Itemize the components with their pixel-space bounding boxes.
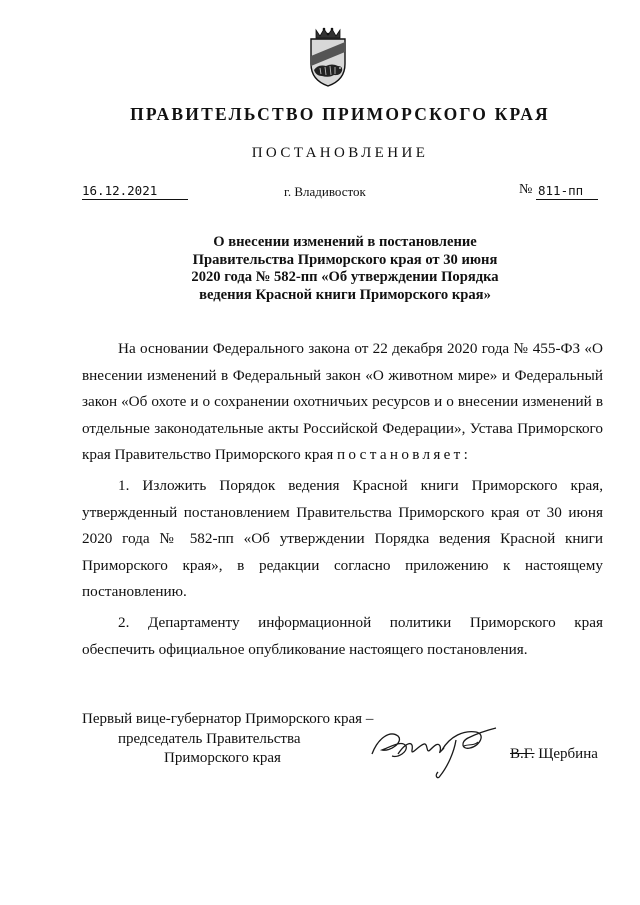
document-body [82, 336, 603, 663]
signatory-name [510, 746, 598, 763]
decree-word: постановляет: [336, 446, 472, 464]
document-type: ПОСТАНОВЛЕНИЕ [251, 145, 429, 161]
signatory-surname: Щербина [538, 746, 598, 762]
document-date: 16.12.2021 [82, 183, 188, 200]
signatory-initials: В.Г. [510, 746, 535, 762]
subject-line: Правительства Приморского края от 30 июня [192, 251, 498, 268]
preamble-text: На основании Федерального закона от 22 декабря 2020 года № 455-ФЗ «О внесении изменений в Федеральный закон «О животном мире» и Федеральный закон «Об охоте и о сохранении охотничьих ресурсов и о внесении изменений в отдельные законодательные акты Российской Федерации», Устава Приморского края Правительство Приморского края [82, 340, 603, 464]
subject-line: О внесении изменений в постановление [213, 234, 477, 250]
subject-line: ведения Красной книги Приморского края» [199, 286, 491, 303]
signatory-position [82, 710, 373, 769]
coat-of-arms-icon [302, 26, 354, 88]
item-1-paragraph: 1. Изложить Порядок ведения Красной книги Приморского края, утвержденный постановлением Правительства Приморского края от 30 июня 2020 года № 582-пп «Об утверждении Порядка ведения Красной книги Приморского края», в редакции согласно приложению к настоящему постановлению. [82, 476, 603, 601]
document-subject [130, 234, 560, 304]
position-line: Первый вице-губернатор Приморского края – [82, 711, 374, 727]
item-2-paragraph: 2. Департаменту информационной политики Приморского края обеспечить официальное опубликование настоящего постановления. [82, 613, 603, 658]
position-line: председатель Правительства [118, 730, 301, 747]
document-number: 811-пп [536, 183, 598, 200]
organization-title: ПРАВИТЕЛЬСТВО ПРИМОРСКОГО КРАЯ [130, 104, 550, 124]
number-label: № [519, 182, 533, 197]
handwritten-signature [368, 716, 503, 784]
subject-line: 2020 года № 582-пп «Об утверждении Порядка [191, 269, 499, 285]
position-line: Приморского края [164, 750, 281, 766]
preamble-paragraph [82, 336, 603, 469]
document-city: г. Владивосток [284, 184, 366, 199]
